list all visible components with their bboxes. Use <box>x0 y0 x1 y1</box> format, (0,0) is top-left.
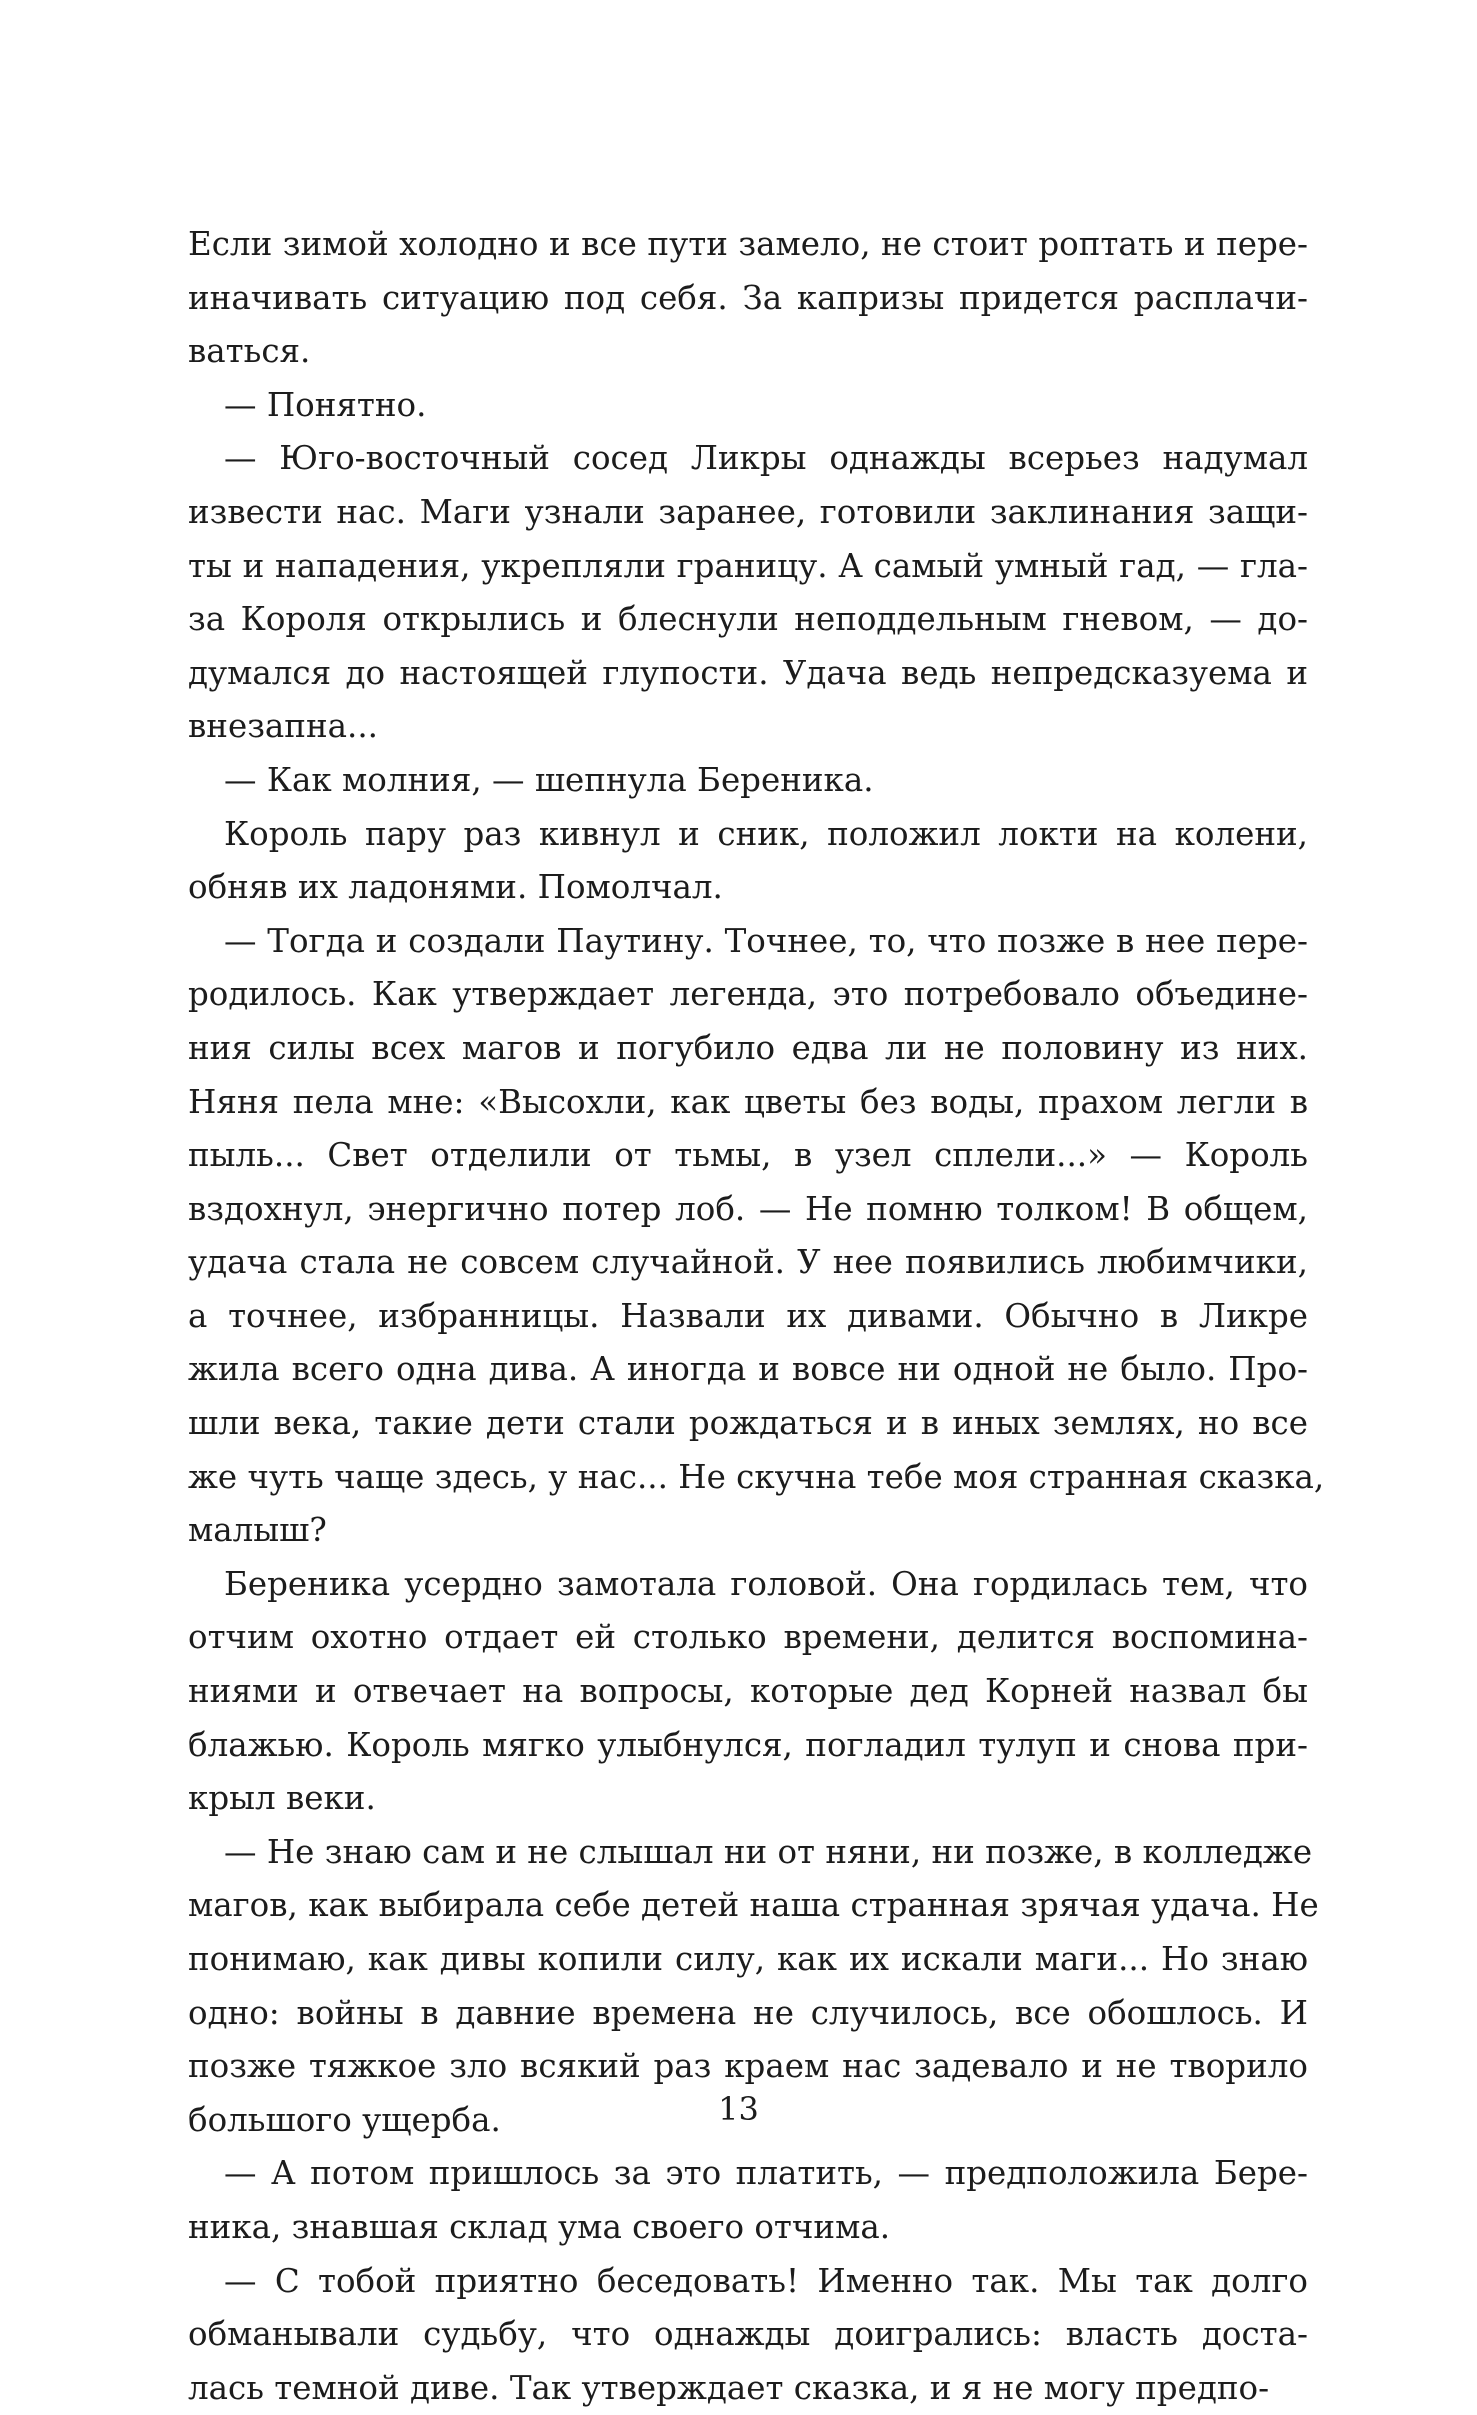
text-line: удача стала не совсем случайной. У нее появились любимчики, <box>188 1243 1308 1282</box>
text-line: магов, как выбирала себе детей наша странная зрячая удача. Не <box>188 1886 1319 1925</box>
paragraph <box>188 808 1308 915</box>
text-line: вздохнул, энергично потер лоб. — Не помню толком! В общем, <box>188 1189 1308 1228</box>
text-line: — А потом пришлось за это платить, — предположила Бере- <box>224 2154 1308 2193</box>
paragraph <box>188 915 1325 1558</box>
text-line: лась темной диве. Так утверждает сказка, и я не могу предпо- <box>188 2368 1270 2407</box>
text-line: крыл веки. <box>188 1779 376 1818</box>
text-line: жила всего одна дива. А иногда и вовсе ни одной не было. Про- <box>188 1350 1308 1389</box>
paragraph <box>188 754 1308 808</box>
text-line: ника, знавшая склад ума своего отчима. <box>188 2207 891 2246</box>
text-line: Няня пела мне: «Высохли, как цветы без воды, прахом легли в <box>188 1082 1308 1121</box>
text-line: — Как молния, — шепнула Береника. <box>224 760 874 799</box>
paragraph <box>188 218 1308 379</box>
text-line: большого ущерба. <box>188 2100 501 2139</box>
text-line: ты и нападения, укрепляли границу. А самый умный гад, — гла- <box>188 546 1308 585</box>
paragraph <box>188 2147 1308 2254</box>
text-line: внезапна... <box>188 707 378 746</box>
text-line: обняв их ладонями. Помолчал. <box>188 868 723 907</box>
text-line: иначивать ситуацию под себя. За капризы придется расплачи- <box>188 278 1308 317</box>
text-line: думался до настоящей глупости. Удача ведь непредсказуема и <box>188 653 1308 692</box>
text-line: извести нас. Маги узнали заранее, готовили заклинания защи- <box>188 492 1308 531</box>
text-line: — Юго-восточный сосед Ликры однажды всерьез надумал <box>224 439 1308 478</box>
text-line: — Тогда и создали Паутину. Точнее, то, что позже в нее пере- <box>224 921 1308 960</box>
text-line: — Не знаю сам и не слышал ни от няни, ни позже, в колледже <box>224 1832 1313 1871</box>
paragraph <box>188 2255 1308 2415</box>
text-line: малыш? <box>188 1511 327 1550</box>
text-line: же чуть чаще здесь, у нас... Не скучна тебе моя странная сказка, <box>188 1457 1325 1496</box>
text-line: Береника усердно замотала головой. Она гордилась тем, что <box>224 1564 1308 1603</box>
text-line: Король пару раз кивнул и сник, положил локти на колени, <box>224 814 1308 853</box>
text-line: позже тяжкое зло всякий раз краем нас задевало и не творило <box>188 2047 1308 2086</box>
text-line: пыль... Свет отделили от тьмы, в узел сплели...» — Король <box>188 1136 1308 1175</box>
text-line: ниями и отвечает на вопросы, которые дед Корней назвал бы <box>188 1672 1308 1711</box>
page-number: 13 <box>718 2090 759 2128</box>
text-line: ния силы всех магов и погубило едва ли не половину из них. <box>188 1028 1308 1067</box>
text-line: одно: войны в давние времена не случилось, все обошлось. И <box>188 1993 1308 2032</box>
text-line: за Короля открылись и блеснули неподдельным гневом, — до- <box>188 600 1308 639</box>
text-line: — С тобой приятно беседовать! Именно так. Мы так долго <box>224 2261 1308 2300</box>
text-line: а точнее, избранницы. Назвали их дивами. Обычно в Ликре <box>188 1296 1308 1335</box>
text-line: Если зимой холодно и все пути замело, не стоит роптать и пере- <box>188 225 1308 263</box>
text-line: обманывали судьбу, что однажды доигрались: власть доста- <box>188 2315 1308 2354</box>
text-line: отчим охотно отдает ей столько времени, делится воспомина- <box>188 1618 1308 1657</box>
paragraph <box>188 1558 1308 1826</box>
paragraph <box>188 379 1308 433</box>
paragraph <box>188 432 1308 754</box>
body-text <box>188 218 1325 2415</box>
text-line: ваться. <box>188 332 311 371</box>
text-line: — Понятно. <box>224 385 427 424</box>
text-line: понимаю, как дивы копили силу, как их искали маги... Но знаю <box>188 1940 1308 1978</box>
text-line: шли века, такие дети стали рождаться и в иных землях, но все <box>188 1404 1308 1443</box>
text-line: родилось. Как утверждает легенда, это потребовало объедине- <box>188 975 1308 1014</box>
text-line: блажью. Король мягко улыбнулся, погладил тулуп и снова при- <box>188 1725 1308 1764</box>
